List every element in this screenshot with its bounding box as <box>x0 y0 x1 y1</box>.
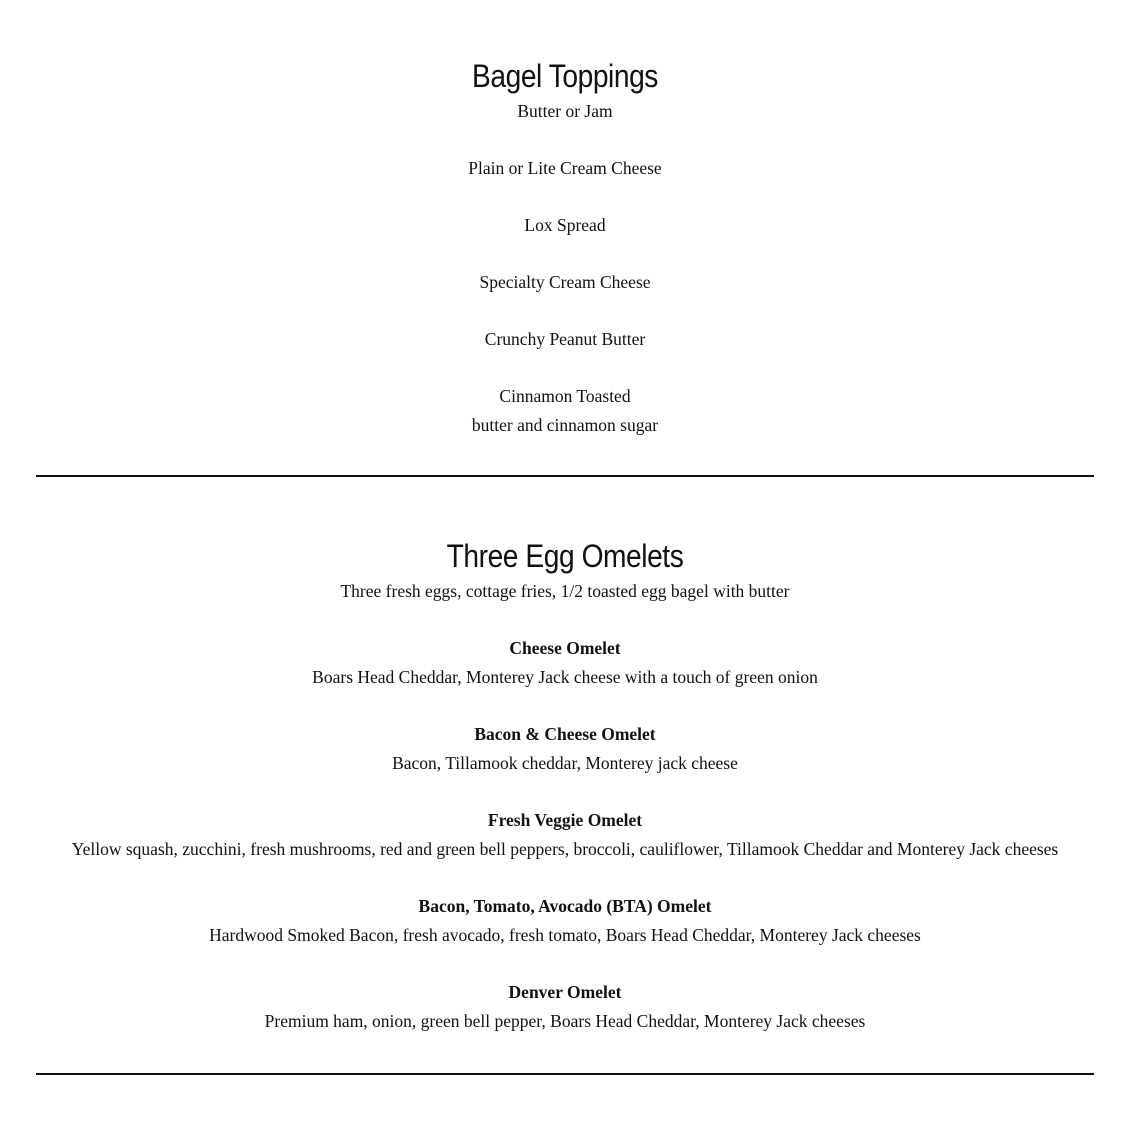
section-divider <box>36 1073 1094 1075</box>
section-title: Bagel Toppings <box>472 58 658 94</box>
menu-item-description: Bacon, Tillamook cheddar, Monterey jack cheese <box>392 753 738 773</box>
bagel-toppings-section <box>0 56 1130 440</box>
menu-item-description: Hardwood Smoked Bacon, fresh avocado, fresh tomato, Boars Head Cheddar, Monterey Jack cheeses <box>209 925 921 945</box>
menu-item-description: Premium ham, onion, green bell pepper, Boars Head Cheddar, Monterey Jack cheeses <box>264 1011 866 1031</box>
menu-item: Cinnamon Toasted <box>499 386 631 406</box>
menu-item-description: butter and cinnamon sugar <box>471 415 659 435</box>
menu-item-name: Denver Omelet <box>508 982 622 1002</box>
menu-item-name: Bacon, Tomato, Avocado (BTA) Omelet <box>418 896 712 916</box>
menu-item: Lox Spread <box>524 215 606 235</box>
section-divider <box>36 475 1094 477</box>
menu-item-name: Cheese Omelet <box>509 638 621 658</box>
menu-item-description: Yellow squash, zucchini, fresh mushrooms, red and green bell peppers, broccoli, cauliflower, Tillamook Cheddar and Monterey Jack cheeses <box>71 839 1059 859</box>
menu-item: Crunchy Peanut Butter <box>484 329 646 349</box>
omelets-section <box>0 536 1130 1036</box>
menu-item: Specialty Cream Cheese <box>479 272 651 292</box>
section-subtitle: Three fresh eggs, cottage fries, 1/2 toasted egg bagel with butter <box>340 581 790 601</box>
section-title: Three Egg Omelets <box>446 538 684 574</box>
menu-item: Plain or Lite Cream Cheese <box>468 158 662 178</box>
menu-item: Butter or Jam <box>517 101 613 121</box>
menu-item-name: Bacon & Cheese Omelet <box>474 724 656 744</box>
menu-item-name: Fresh Veggie Omelet <box>487 810 643 830</box>
menu-item-description: Boars Head Cheddar, Monterey Jack cheese with a touch of green onion <box>312 667 818 687</box>
